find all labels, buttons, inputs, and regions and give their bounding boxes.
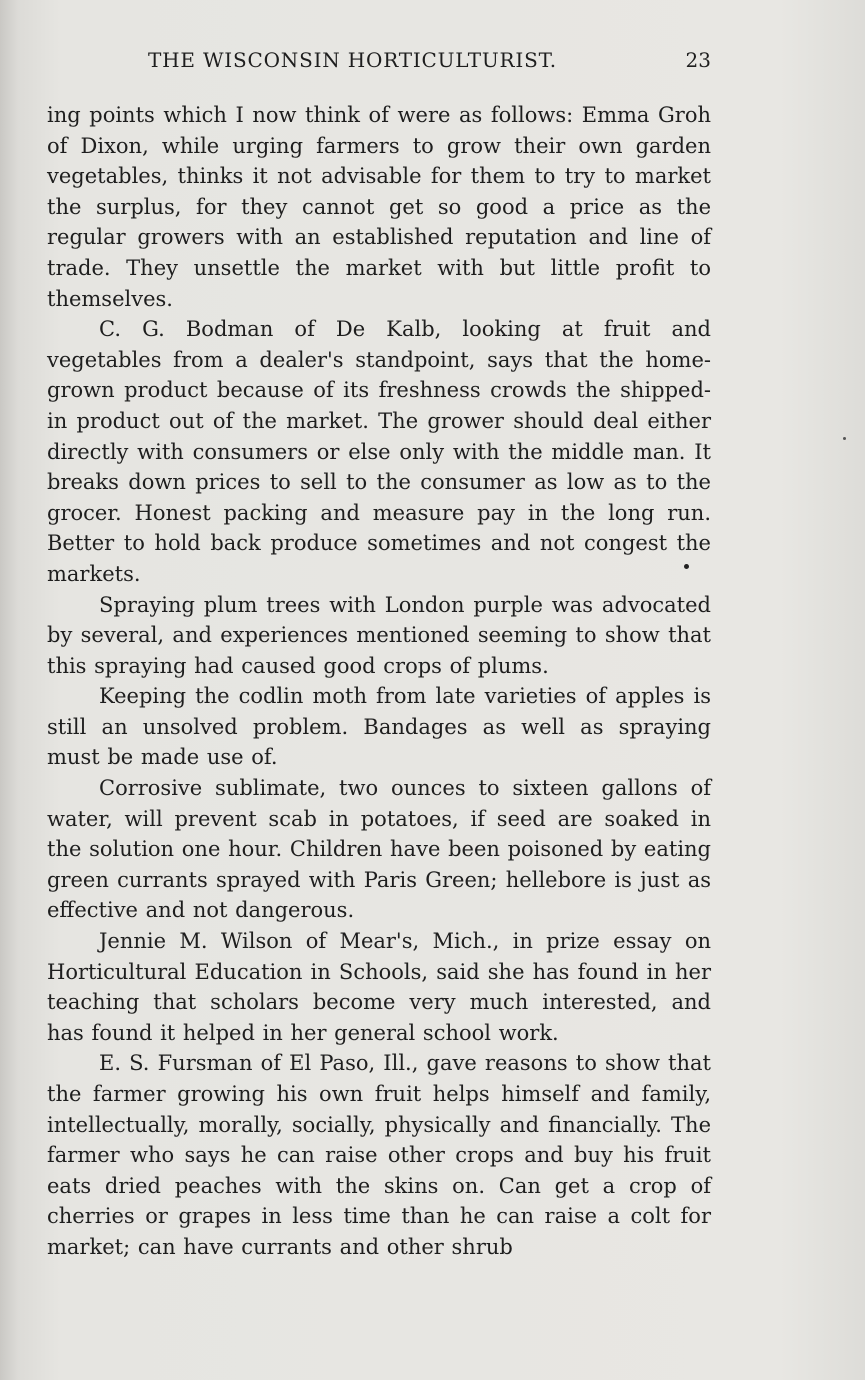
paragraph-fursman: E. S. Fursman of El Paso, Ill., gave reasons to show that the farmer growing his own fruit helps himself and family, intellectually, morally, socially, physically and financially. The farmer who says he can raise other crops and buy his fruit eats dried peaches with the skins on. Can get a crop of cherries or grapes in less time than he can raise a colt for market; can have currants and other shrub xyxy=(47,1051,711,1259)
paragraph-spraying-plums: Spraying plum trees with London purple was advocated by several, and experiences mentioned seeming to show that this spraying had caused good crops of plums. xyxy=(47,592,711,678)
paragraph-corrosive-sublimate: Corrosive sublimate, two ounces to sixteen gallons of water, will prevent scab in potatoes, if seed are soaked in the solution one hour. Children have been poisoned by eating green currants sprayed with Paris Green; hellebore is just as effective and not dangerous. xyxy=(47,776,711,923)
body-text xyxy=(47,100,711,1263)
paragraph-bodman: C. G. Bodman of De Kalb, looking at fruit and vegetables from a dealer's standpoint, says that the home-grown product because of its freshness crowds the shipped-in product out of the market. The grower should deal either directly with consumers or else only with the middle man. It breaks down prices to sell to the consumer as low as to the grocer. Honest packing and measure pay in the long run. Better to hold back produce sometimes and not congest the markets. xyxy=(47,317,711,586)
running-head xyxy=(48,48,711,80)
paragraph-wilson: Jennie M. Wilson of Mear's, Mich., in prize essay on Horticultural Education in Schools, said she has found in her teaching that scholars become very much interested, and has found it helped in her general school work. xyxy=(47,929,711,1045)
ink-speck xyxy=(684,564,689,569)
paragraph-continuation: ing points which I now think of were as follows: Emma Groh of Dixon, while urging farmers to grow their own garden vegetables, thinks it not advisable for them to try to market the surplus, for they cannot get so good a price as the regular growers with an established reputation and line of trade. They unsettle the market with but little profit to themselves. xyxy=(47,103,711,311)
paragraph-codlin-moth: Keeping the codlin moth from late varieties of apples is still an unsolved problem. Bandages as well as spraying must be made use of. xyxy=(47,684,711,770)
page-number: 23 xyxy=(685,48,711,72)
running-title: THE WISCONSIN HORTICULTURIST. xyxy=(148,48,557,72)
paper-speck xyxy=(843,437,846,440)
